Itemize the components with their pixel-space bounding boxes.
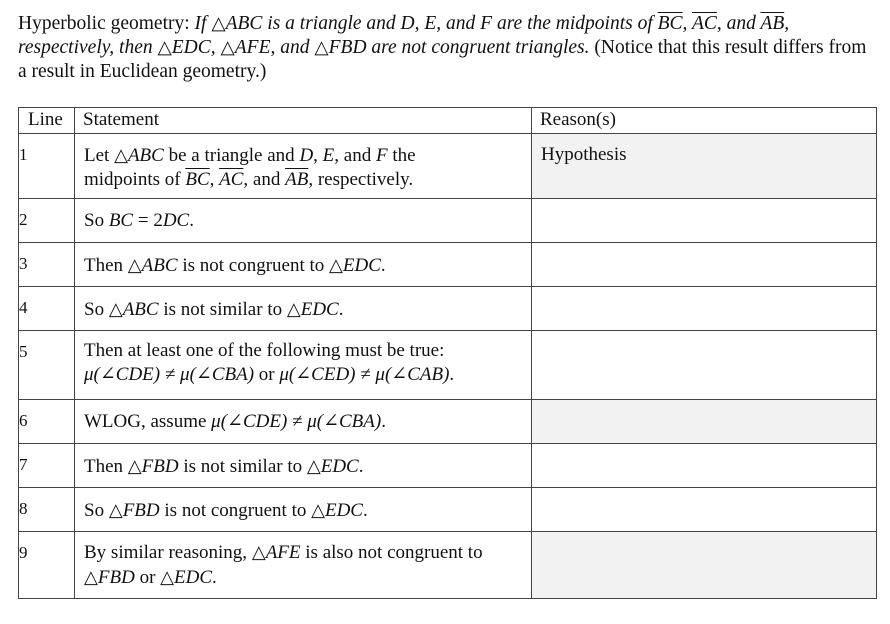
intro-lead: Hyperbolic geometry:	[18, 13, 195, 34]
table-row	[19, 532, 877, 599]
triangle-symbol: △	[220, 37, 235, 58]
segment-bc: $\overline{BC}$	[657, 13, 683, 34]
theorem-sep1: ,	[682, 13, 692, 34]
triangle-symbol: △	[211, 13, 226, 34]
header-line: Line	[19, 108, 75, 134]
segment-ac: $\overline{AC}$	[691, 13, 717, 34]
reason-cell	[532, 532, 877, 599]
line-number: 7	[19, 444, 75, 488]
table-header-row	[19, 108, 877, 134]
table-row	[19, 199, 877, 243]
statement-cell: So BC = 2DC.	[75, 199, 532, 243]
statement-cell: So △FBD is not congruent to △EDC.	[75, 488, 532, 532]
triangle-symbol: △	[306, 456, 321, 476]
table-row	[19, 134, 877, 199]
reason-cell[interactable]	[532, 488, 877, 532]
table-row	[19, 400, 877, 444]
triangle-symbol: △	[127, 255, 142, 275]
triangle-symbol: △	[160, 567, 175, 587]
theorem-sep2: , and	[716, 13, 761, 34]
theorem-part3: , respectively, then	[18, 13, 790, 58]
header-reason: Reason(s)	[532, 108, 877, 134]
triangle-symbol: △	[108, 299, 123, 319]
reason-cell[interactable]	[532, 287, 877, 331]
header-statement: Statement	[75, 108, 532, 134]
line-number: 2	[19, 199, 75, 243]
theorem-tri3: FBD are not congruent triangles.	[328, 37, 590, 58]
theorem-tri2: AFE, and	[234, 37, 315, 58]
line-number: 6	[19, 400, 75, 444]
theorem-part1: If	[194, 13, 212, 34]
line-number: 4	[19, 287, 75, 331]
theorem-part2: ABC is a triangle and D, E, and F are the midpoints of	[225, 13, 658, 34]
statement-cell: Then △ABC is not congruent to △EDC.	[75, 243, 532, 287]
intro-note: (Notice that this result differs from a result in Euclidean geometry.)	[18, 37, 867, 82]
line-number: 9	[19, 532, 75, 599]
line-number: 5	[19, 331, 75, 400]
triangle-symbol: △	[108, 500, 123, 520]
reason-cell[interactable]	[532, 444, 877, 488]
reason-cell	[532, 400, 877, 444]
table-row	[19, 331, 877, 400]
triangle-symbol: △	[84, 567, 98, 587]
line-number: 8	[19, 488, 75, 532]
triangle-symbol: △	[286, 299, 301, 319]
statement-cell: By similar reasoning, △AFE is also not congruent to △FBD or △EDC.	[75, 532, 532, 599]
statement-cell: Then at least one of the following must be true: μ(∠CDE) ≠ μ(∠CBA) or μ(∠CED) ≠ μ(∠CAB).	[75, 331, 532, 400]
statement-cell: So △ABC is not similar to △EDC.	[75, 287, 532, 331]
theorem-tri1: EDC,	[171, 37, 221, 58]
reason-cell: Hypothesis	[532, 134, 877, 199]
reason-cell[interactable]	[532, 243, 877, 287]
line-number: 1	[19, 134, 75, 199]
table-row	[19, 488, 877, 532]
triangle-symbol: △	[329, 255, 343, 275]
reason-cell[interactable]	[532, 331, 877, 400]
line-number: 3	[19, 243, 75, 287]
triangle-symbol: △	[314, 37, 329, 58]
proof-table	[18, 107, 877, 599]
triangle-symbol: △	[157, 37, 172, 58]
statement-cell: Then △FBD is not similar to △EDC.	[75, 444, 532, 488]
segment-ab: $\overline{AB}$	[760, 13, 785, 34]
table-row	[19, 287, 877, 331]
triangle-symbol: △	[251, 542, 266, 562]
statement-cell: WLOG, assume μ(∠CDE) ≠ μ(∠CBA).	[75, 400, 532, 444]
problem-statement	[18, 12, 878, 84]
table-row	[19, 444, 877, 488]
triangle-symbol: △	[311, 500, 325, 520]
table-row	[19, 243, 877, 287]
triangle-symbol: △	[114, 145, 128, 165]
triangle-symbol: △	[127, 456, 142, 476]
statement-cell: Let △ABC be a triangle and D, E, and F the midpoints of $\overline{BC}$, $\overline{AC}$, and $\overline{AB}$, respectively.	[75, 134, 532, 199]
reason-cell[interactable]	[532, 199, 877, 243]
